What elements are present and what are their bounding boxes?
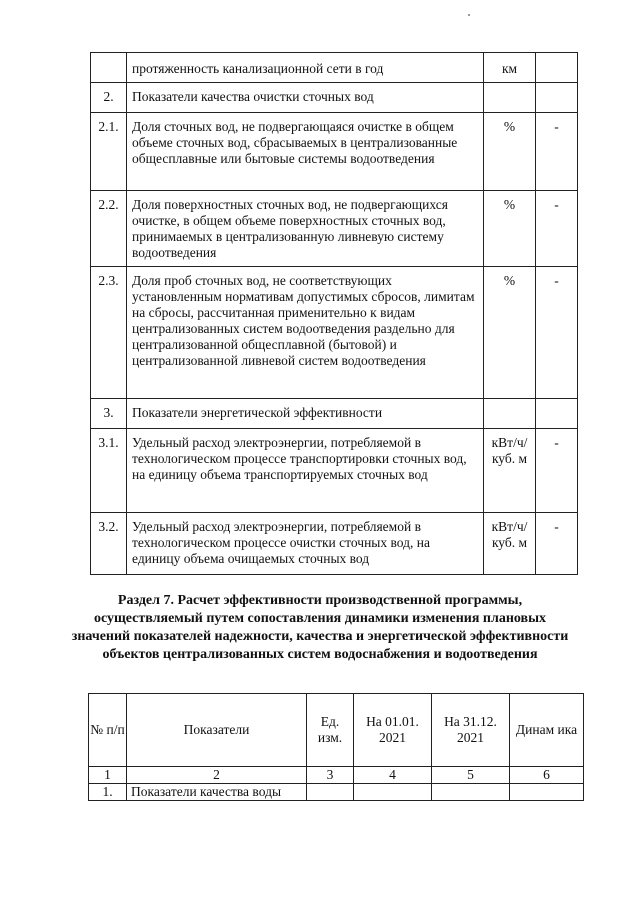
row-unit: [484, 399, 536, 429]
efficiency-table: [88, 693, 584, 801]
table-header-row: [89, 694, 584, 767]
row-unit: %: [484, 113, 536, 191]
row-value-end: [432, 784, 510, 801]
table-row: [91, 191, 578, 267]
table-row: [89, 784, 584, 801]
row-value: -: [536, 267, 578, 399]
table-row: [91, 267, 578, 399]
row-value-start: [354, 784, 432, 801]
row-number: 2.3.: [91, 267, 127, 399]
column-index: 6: [510, 767, 584, 784]
row-text: Показатели качества воды: [127, 784, 307, 801]
column-index: 1: [89, 767, 127, 784]
indicators-table-continued: [90, 52, 578, 575]
row-text: Доля поверхностных сточных вод, не подвергающихся очистке, в общем объеме поверхностных сточных вод, принимаемых в централизованную ливневую систему водоотведения: [127, 191, 484, 267]
row-number: 2.2.: [91, 191, 127, 267]
header-number: № п/п: [89, 694, 127, 767]
row-value: [536, 399, 578, 429]
table-row: [91, 513, 578, 575]
row-unit: [484, 83, 536, 113]
row-unit: %: [484, 267, 536, 399]
table-row: [91, 113, 578, 191]
row-number: 3.1.: [91, 429, 127, 513]
table-row: [91, 399, 578, 429]
row-value: -: [536, 191, 578, 267]
row-unit: кВт/ч/ куб. м: [484, 513, 536, 575]
row-value: [536, 53, 578, 83]
row-unit: кВт/ч/ куб. м: [484, 429, 536, 513]
row-text: протяженность канализационной сети в год: [127, 53, 484, 83]
row-text: Удельный расход электроэнергии, потребляемой в технологическом процессе очистки сточных вод, на единицу объема очищаемых сточных вод: [127, 513, 484, 575]
row-value: -: [536, 113, 578, 191]
column-index: 2: [127, 767, 307, 784]
row-unit: [307, 784, 354, 801]
row-text: Показатели энергетической эффективности: [127, 399, 484, 429]
row-value: [536, 83, 578, 113]
row-text: Показатели качества очистки сточных вод: [127, 83, 484, 113]
header-end-date: На 31.12. 2021: [432, 694, 510, 767]
header-indicators: Показатели: [127, 694, 307, 767]
row-value: -: [536, 513, 578, 575]
scan-speck: [468, 14, 470, 16]
row-number: 2.: [91, 83, 127, 113]
row-text: Доля сточных вод, не подвергающаяся очистке в общем объеме сточных вод, сбрасываемых в централизованные общесплавные или бытовые системы водоотведения: [127, 113, 484, 191]
row-text: Удельный расход электроэнергии, потребляемой в технологическом процессе транспортировки сточных вод, на единицу объема транспортируемых сточных вод: [127, 429, 484, 513]
table-row: [91, 429, 578, 513]
row-number: 2.1.: [91, 113, 127, 191]
column-index: 4: [354, 767, 432, 784]
row-value: -: [536, 429, 578, 513]
column-index: 5: [432, 767, 510, 784]
table-row: [91, 83, 578, 113]
table-row: [91, 53, 578, 83]
header-start-date: На 01.01. 2021: [354, 694, 432, 767]
column-index: 3: [307, 767, 354, 784]
column-index-row: [89, 767, 584, 784]
header-unit: Ед. изм.: [307, 694, 354, 767]
row-number: 3.2.: [91, 513, 127, 575]
header-dynamics: Динам ика: [510, 694, 584, 767]
row-dynamics: [510, 784, 584, 801]
row-number: 1.: [89, 784, 127, 801]
row-unit: км: [484, 53, 536, 83]
row-unit: %: [484, 191, 536, 267]
section-heading: Раздел 7. Расчет эффективности производственной программы, осуществляемый путем сопоставления динамики изменения плановых значений показателей надежности, качества и энергетической эффективности объектов централизованных систем водоснабжения и водоотведения: [71, 593, 569, 662]
row-number: 3.: [91, 399, 127, 429]
row-number: [91, 53, 127, 83]
row-text: Доля проб сточных вод, не соответствующих установленным нормативам допустимых сбросов, лимитам на сбросы, рассчитанная применительно к видам централизованных систем водоотведения раздельно для централизованной общесплавной (бытовой) и централизованной ливневой систем водоотведения: [127, 267, 484, 399]
